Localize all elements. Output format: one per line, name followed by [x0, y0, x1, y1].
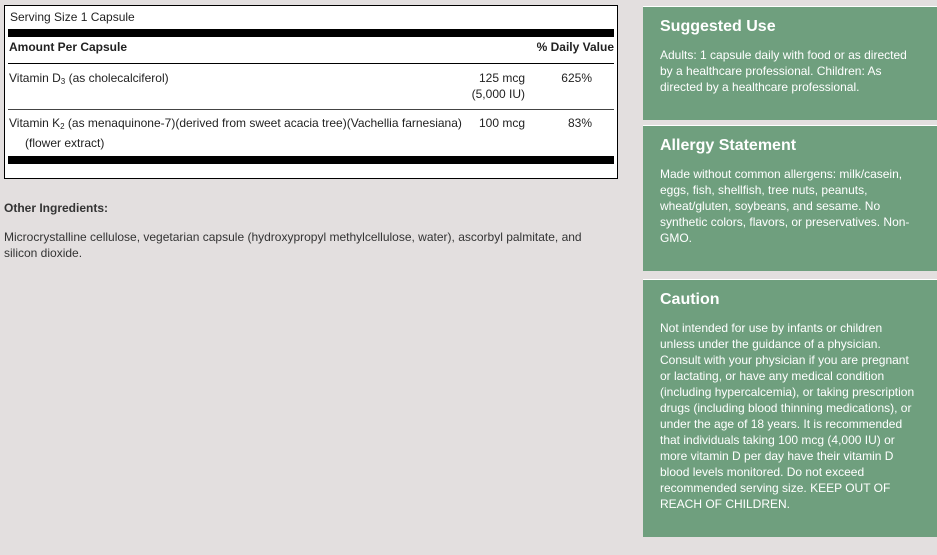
- row-divider: [8, 109, 614, 110]
- nutrient-daily-value: 83%: [567, 116, 592, 130]
- suggested-use-panel: [643, 6, 937, 120]
- suggested-use-title: Suggested Use: [660, 18, 776, 35]
- top-thick-rule: [8, 29, 614, 37]
- suggested-use-text: Adults: 1 capsule daily with food or as directed by a healthcare professional. Children: As directed by a healthcare professional.: [660, 48, 907, 94]
- allergy-statement-panel: [643, 125, 937, 271]
- caution-title: Caution: [660, 291, 720, 308]
- supplement-facts-table: [4, 5, 618, 179]
- header-rule: [8, 63, 614, 64]
- bottom-thick-rule: [8, 156, 614, 164]
- amount-per-capsule-header: Amount Per Capsule: [9, 40, 128, 54]
- allergy-statement-text: Made without common allergens: milk/casein, eggs, fish, shellfish, tree nuts, peanuts, wheat/gluten, soybeans, and sesame. No synthetic colors, flavors, or preservatives. Non-GMO.: [660, 167, 910, 245]
- nutrient-name: Vitamin $K_2$ (as menaquinone-7)(derived from sweet acacia tree)(Vachellia farnesiana) (flower extract): [9, 116, 462, 150]
- daily-value-header: % Daily Value: [536, 40, 614, 54]
- nutrient-amount: 100 mcg: [478, 116, 525, 130]
- nutrient-amount: 125 mcg (5,000 IU): [471, 71, 525, 101]
- allergy-statement-title: Allergy Statement: [660, 137, 797, 154]
- nutrient-name: Vitamin $D_3$ (as cholecalciferol): [9, 71, 169, 86]
- other-ingredients-label: Other Ingredients:: [4, 201, 109, 215]
- nutrient-daily-value: 625%: [561, 71, 592, 85]
- serving-size: Serving Size 1 Capsule: [10, 10, 135, 24]
- other-ingredients-text: Microcrystalline cellulose, vegetarian capsule (hydroxypropyl methylcellulose, water), ascorbyl palmitate, and silicon dioxide.: [4, 230, 582, 260]
- caution-text: Not intended for use by infants or children unless under the guidance of a physician. Consult with your physician if you are pregnant or lactating, or have any medical condition (including hypercalcemia), or taking prescription drugs (including blood thinning medications), or under the age of 18 years. It is recommended that individuals taking 100 mcg (4,000 IU) or more vitamin D per day have their vitamin D blood levels monitored. Do not exceed recommended serving size. KEEP OUT OF REACH OF CHILDREN.: [660, 321, 915, 511]
- caution-panel: [643, 279, 937, 537]
